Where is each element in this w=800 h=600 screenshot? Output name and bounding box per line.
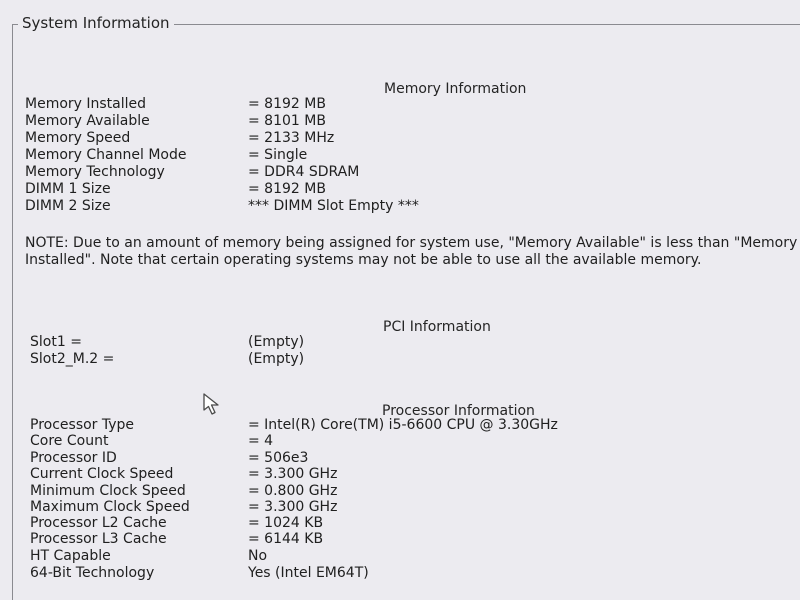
processor-row-value: = 0.800 GHz [248,483,338,499]
processor-row-label: Processor L2 Cache [30,515,167,531]
processor-row-label: 64-Bit Technology [30,565,155,581]
pci-row-label: Slot2_M.2 = [30,351,115,367]
memory-row-label: Memory Technology [25,164,165,180]
memory-section-title: Memory Information [384,81,527,97]
memory-row-label: Memory Speed [25,130,131,146]
processor-section-title: Processor Information [382,403,535,419]
processor-row-value: No [248,548,268,564]
memory-row-label: Memory Available [25,113,150,129]
processor-row-label: Maximum Clock Speed [30,499,190,515]
processor-row-value: = 4 [248,433,274,449]
processor-row-label: Current Clock Speed [30,466,174,482]
processor-row-label: Core Count [30,433,109,449]
mouse-pointer-icon [202,392,224,416]
memory-row-value: *** DIMM Slot Empty *** [248,198,419,214]
processor-row-label: Minimum Clock Speed [30,483,186,499]
memory-row-value: = 8101 MB [248,113,326,129]
processor-row-value: = 6144 KB [248,531,324,547]
group-title: System Information [18,13,174,33]
processor-row-value: Yes (Intel EM64T) [248,565,369,581]
memory-row-label: Memory Installed [25,96,147,112]
memory-row-value: = DDR4 SDRAM [248,164,360,180]
memory-row-value: = 8192 MB [248,96,326,112]
pci-section-title: PCI Information [383,319,491,335]
memory-row-label: DIMM 2 Size [25,198,111,214]
pci-row-value: (Empty) [248,334,305,350]
processor-row-label: HT Capable [30,548,111,564]
processor-row-value: = 506e3 [248,450,309,466]
pci-row-value: (Empty) [248,351,305,367]
processor-row-value: = 3.300 GHz [248,499,338,515]
memory-note: NOTE: Due to an amount of memory being assigned for system use, "Memory Available" is less than "Memory Installed". Note that certain operating systems may not be able to use all the available memory. [25,235,798,268]
processor-row-value: = 3.300 GHz [248,466,338,482]
processor-row-value: = 1024 KB [248,515,324,531]
memory-row-value: = 2133 MHz [248,130,335,146]
memory-row-label: Memory Channel Mode [25,147,187,163]
memory-row-label: DIMM 1 Size [25,181,111,197]
processor-row-label: Processor ID [30,450,117,466]
processor-row-value: = Intel(R) Core(TM) i5-6600 CPU @ 3.30GHz [248,417,558,433]
processor-row-label: Processor L3 Cache [30,531,167,547]
processor-row-label: Processor Type [30,417,135,433]
memory-row-value: = Single [248,147,308,163]
memory-row-value: = 8192 MB [248,181,326,197]
pci-row-label: Slot1 = [30,334,82,350]
